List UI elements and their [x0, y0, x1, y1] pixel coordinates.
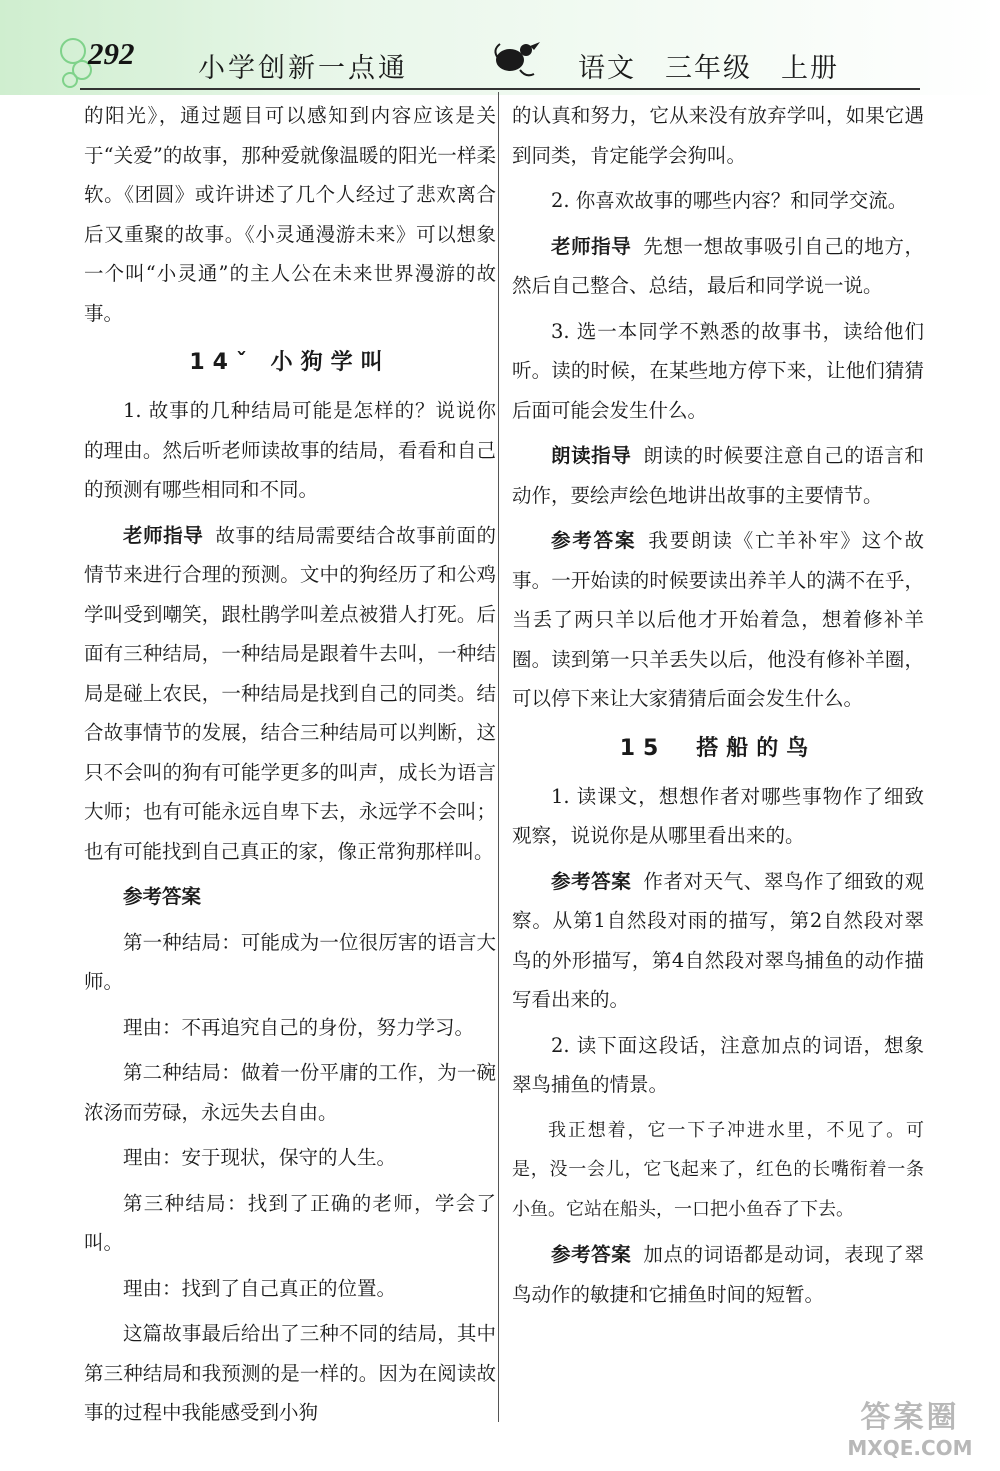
- question: 3. 选一本同学不熟悉的故事书，读给他们听。读的时候，在某些地方停下来，让他们猜猜后面可能会发生什么。: [512, 319, 924, 422]
- answer-text: 加点的词语都是动词，表现了翠鸟动作的敏捷和它捕鱼时间的短暂。: [512, 1243, 924, 1306]
- question: 1. 故事的几种结局可能是怎样的？说说你的理由。然后听老师读故事的结局，看看和自己的预测有哪些相同和不同。: [84, 399, 496, 501]
- reading-guidance: [512, 436, 924, 515]
- paragraph: 这篇故事最后给出了三种不同的结局，其中第三种结局和我预测的是一样的。因为在阅读故事的过程中我能感受到小狗: [84, 1322, 496, 1424]
- answer-reason: 理由：安于现状，保守的人生。: [123, 1146, 397, 1169]
- subject-grade: 语文 三年级 上册: [578, 53, 839, 84]
- left-column: [84, 96, 496, 1439]
- answer-label: 参考答案: [551, 529, 637, 552]
- guidance-label: 老师指导: [123, 523, 204, 547]
- answer-item: 第一种结局：可能成为一位很厉害的语言大师。: [84, 930, 496, 993]
- reference-answer: [512, 862, 924, 1020]
- guidance-label: 老师指导: [551, 234, 632, 258]
- guidance-text: 先想一想故事吸引自己的地方，然后自己整合、总结，最后和同学说一说。: [512, 234, 924, 297]
- question: 2. 你喜欢故事的哪些内容？和同学交流。: [551, 189, 908, 212]
- answer-text: 作者对天气、翠鸟作了细致的观察。从第1自然段对雨的描写，第2自然段对翠鸟的外形描写，第4自然段对翠鸟捕鱼的动作描写看出来的。: [512, 869, 924, 1011]
- book-title: 小学创新一点通: [198, 53, 408, 84]
- right-column: [512, 96, 924, 1320]
- answer-item: 第二种结局：做着一份平庸的工作，为一碗浓汤而劳碌，永远失去自由。: [84, 1061, 496, 1124]
- watermark-url: MXQE.COM: [847, 1436, 973, 1460]
- reading-text: 朗读的时候要注意自己的语言和动作，要绘声绘色地讲出故事的主要情节。: [512, 444, 924, 507]
- lesson-heading: 14ˇ 小狗学叫: [189, 350, 391, 375]
- quoted-passage: 我正想着，它一下子冲进水里，不见了。可是，没一会儿，它飞起来了，红色的长嘴衔着一条小鱼。它站在船头，一口把小鱼吞了下去。: [512, 1119, 924, 1220]
- header-rule: [80, 88, 920, 90]
- reference-answer: [512, 1235, 924, 1314]
- answer-heading: [84, 877, 496, 917]
- question: 2. 读下面这段话，注意加点的词语，想象翠鸟捕鱼的情景。: [512, 1033, 924, 1096]
- paragraph: 的认真和努力，它从来没有放弃学叫，如果它遇到同类，肯定能学会狗叫。: [512, 104, 924, 167]
- paragraph: 的阳光》，通过题目可以感知到内容应该是关于“关爱”的故事，那种爱就像温暖的阳光一样柔软。《团圆》或许讲述了几个人经过了悲欢离合后又重聚的故事。《小灵通漫游未来》可以想象一个叫“小灵通”的主人公在未来世界漫游的故事。: [84, 104, 496, 325]
- watermark-stamp: 答案圈: [860, 1400, 960, 1435]
- page-number: 292: [88, 36, 135, 71]
- question: 1. 读课文，想想作者对哪些事物作了细致观察，说说你是从哪里看出来的。: [512, 784, 924, 847]
- answer-label: 参考答案: [123, 885, 202, 908]
- watermark: [830, 1400, 990, 1462]
- reading-label: 朗读指导: [551, 444, 632, 467]
- reference-answer: [512, 521, 924, 719]
- answer-item: 第三种结局：找到了正确的老师，学会了叫。: [84, 1191, 496, 1254]
- answer-text: 我要朗读《亡羊补牢》这个故事。一开始读的时候要读出养羊人的满不在乎，当丢了两只羊以后他才开始着急，想着修补羊圈。读到第一只羊丢失以后，他没有修补羊圈，可以停下来让大家猜猜后面会发生什么。: [512, 529, 924, 710]
- answer-reason: 理由：找到了自己真正的位置。: [123, 1276, 397, 1300]
- answer-label: 参考答案: [551, 869, 632, 893]
- bird-icon: [490, 36, 550, 82]
- answer-reason: 理由：不再追究自己的身份，努力学习。: [123, 1015, 475, 1039]
- column-divider: [498, 92, 499, 1422]
- answer-label: 参考答案: [551, 1243, 632, 1266]
- decor-circle: [62, 72, 78, 88]
- teacher-guidance: [84, 516, 496, 872]
- lesson-heading: 15 搭船的鸟: [619, 735, 817, 761]
- teacher-guidance: [512, 227, 924, 306]
- guidance-text: 故事的结局需要结合故事前面的情节来进行合理的预测。文中的狗经历了和公鸡学叫受到嘲笑，跟杜鹃学叫差点被猎人打死。后面有三种结局，一种结局是跟着牛去叫，一种结局是碰上农民，一种结局是找到自己的同类。结合故事情节的发展，结合三种结局可以判断，这只不会叫的狗有可能学更多的叫声，成长为语言大师；也有可能永远自卑下去，永远学不会叫；也有可能找到自己真正的家，像正常狗那样叫。: [84, 523, 496, 863]
